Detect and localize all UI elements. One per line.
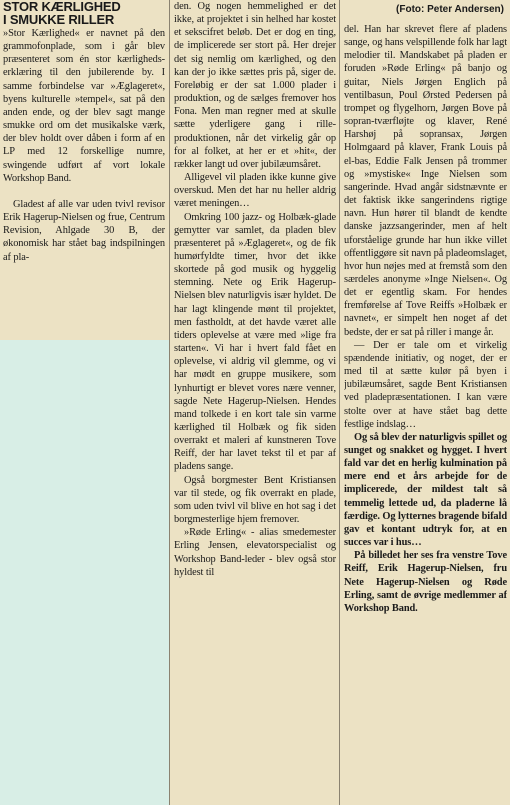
paragraph: »Røde Erling« - alias smedemester Erling Jensen, elevatorspecialist og Workshop Band-leder - blev også stor hyldest til	[174, 527, 336, 578]
paragraph: del. Han har skrevet flere af pladens sange, og hans velspillende folk har lagt melodier til. Mandskabet på pladen er foruden »Røde Erling« på banjo og guitar, Niels Jørgen Englich på ventilbasun, Poul Ørsted Pedersen på trompet og flygelhorn, Jørgen Bove på sopran-tværfløjte og klaver, René Harshøj på sopransax, Jørgen Holmgaard på klaver, Frank Louis på el-bas, Eddie Falk Jensen på trommer og »mystiske« Inge Nielsen som sangerinde. Hvad angår sidstnævnte er det faktisk ikke sangerindens rigtige navn. Hun hører til blandt de kendte danske jazzsangerinder, men af helt uforståelige grunde har hun ikke villet offentliggøre sit navn på pladeomslaget, hvor hun nøjes med at fremstå som den særdeles anonyme »Inge Nielsen«. Og det er egentlig skam. For hendes fremførelse af Tove Reiffs »Holbæk er navnet«, er simpelt hen noget af det bedste, der er sat på riller i mange år.	[344, 24, 507, 338]
article-column-2	[174, 0, 336, 805]
column-rule	[169, 0, 170, 805]
paragraph: den. Og nogen hemmelighed er det ikke, at projektet i sin helhed har kostet et sekscifret beløb. Det er dog en ting, de implicerede ser stort på. Her drejer det sig nemlig om kærlighed, og den kan der jo ikke sættes pris på, siger de. Foreløbig er der sat 1.000 plader i produktion, og de sælges fremover hos Fona. Men man regner med at skulle sætte yderligere gang i rille-produktionen, når det virkelig går op for al folket, at her er et »hit«, der rækker langt ud over jubilæumsåret.	[174, 1, 336, 170]
paragraph: Alligevel vil pladen ikke kunne give overskud. Men det har nu heller aldrig været meningen…	[174, 172, 336, 210]
photo-credit: (Foto: Peter Andersen)	[396, 4, 504, 15]
paragraph: Og så blev der naturligvis spillet og sunget og snakket og hygget. I hvert fald var det en herlig kulmination på mere end et års arbejde for de implicerede, der mildest talt så temmelig lettede ud, da pladerne lå færdige. Og lytternes bragende bifald gav et kontant udtryk for, at en succes var i hus…	[344, 431, 507, 549]
headline	[3, 0, 165, 26]
paragraph: Også borgmester Bent Kristiansen var til stede, og fik overrakt en plade, som uden tvivl vil blive en hot sag i det borgmesterlige hjem fremover.	[174, 474, 336, 526]
article-column-3	[344, 0, 507, 805]
column-rule	[339, 0, 340, 805]
headline-line-2: I SMUKKE RILLER	[3, 12, 115, 27]
headline-line-1: STOR KÆRLIGHED	[3, 0, 121, 14]
paragraph: Omkring 100 jazz- og Holbæk-glade gemytter var samlet, da pladen blev præsenteret på »Æglageret«, og de fik humørfyldte timer, hvor det ikke skortede på god musik og hyggelig stemning. Nete og Erik Hagerup-Nielsen blev naturligvis især hyldet. De har lagt klingende mønt til projektet, men fastholdt, at det havde været alle tiders oplevelse at være med »lige fra starten«. Vi har i hvert fald fået en oplevelse, vi aldrig vil glemme, og vi har mødt en gruppe musikere, som lynhurtigt er blevet vores nære venner, sagde Nete Hagerup-Nielsen. Hendes mand tolkede i en kort tale sin varme kærlighed til Holbæk og fik siden overrakt et maleri af kunstneren Tove Reiff, der har lavet tekst til et par af pladens sange.	[174, 211, 336, 473]
photo-caption: På billedet her ses fra venstre Tove Reiff, Erik Hagerup-Nielsen, fru Nete Hagerup-Nielsen og Røde Erling, samt de øvrige medlemmer af Workshop Band.	[344, 550, 507, 614]
paragraph: Gladest af alle var uden tvivl revisor Erik Hagerup-Nielsen og frue, Centrum Revision, Ahlgade 30 B, der økonomisk har stået bag indspilningen af pla-	[3, 198, 165, 263]
photo-credit-spacer	[344, 0, 507, 23]
article-column-1	[3, 0, 165, 805]
paragraph: »Stor Kærlighed« er navnet på den grammofonplade, som i går blev præsenteret som én stor kærligheds-erklæring til den jubilerende by. I samme forbindelse var »Æglageret«, byens kulturelle »tempel«, sat på den anden ende, og der blev sagt mange smukke ord om det musikalske værk, der blev holdt over dåben i form af en LP med 12 forskellige numre, swingende udført af vort lokale Workshop Band.	[3, 28, 165, 184]
paragraph: — Der er tale om et virkelig spændende initiativ, og noget, der er med til at sætte kulør på byen i jubilæumsåret, sagde Bent Kristiansen ved pladepræsentationen. I kan være stolte over at have stået bag dette festlige indslag…	[344, 339, 507, 430]
